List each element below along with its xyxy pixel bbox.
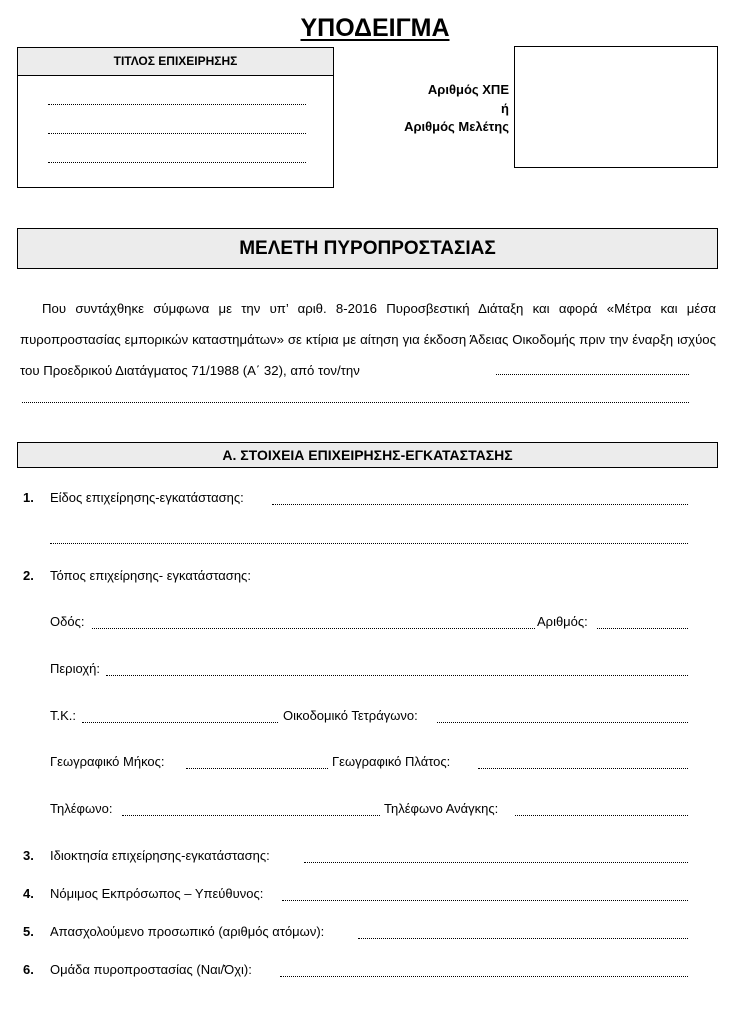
author-line-2[interactable] bbox=[22, 402, 689, 403]
street-number-label: Αριθμός: bbox=[537, 614, 588, 629]
area-label: Περιοχή: bbox=[50, 661, 101, 676]
longitude-label: Γεωγραφικό Μήκος: bbox=[50, 754, 165, 769]
xpe-label-block bbox=[404, 81, 509, 137]
item-6-number: 6. bbox=[23, 962, 34, 977]
item-5-label: Απασχολούμενο προσωπικό (αριθμός ατόμων): bbox=[50, 924, 325, 939]
latitude-field[interactable] bbox=[478, 768, 688, 769]
legal-representative-field[interactable] bbox=[282, 900, 688, 901]
xpe-or-label: ή bbox=[501, 100, 509, 116]
item-5-number: 5. bbox=[23, 924, 34, 939]
block-label: Οικοδομικό Τετράγωνο: bbox=[283, 708, 418, 723]
xpe-label: Αριθμός ΧΠΕ bbox=[427, 82, 509, 97]
fire-team-field[interactable] bbox=[280, 976, 688, 977]
study-number-label: Αριθμός Μελέτης bbox=[404, 119, 509, 134]
author-line-1[interactable] bbox=[496, 374, 689, 375]
street-number-field[interactable] bbox=[597, 628, 688, 629]
emergency-phone-field[interactable] bbox=[515, 815, 688, 816]
staff-count-field[interactable] bbox=[358, 938, 688, 939]
section-a-title: Α. ΣΤΟΙΧΕΙΑ ΕΠΙΧΕΙΡΗΣΗΣ-ΕΓΚΑΤΑΣΤΑΣΗΣ bbox=[17, 442, 718, 468]
item-2-number: 2. bbox=[23, 568, 34, 583]
longitude-field[interactable] bbox=[186, 768, 328, 769]
latitude-label: Γεωγραφικό Πλάτος: bbox=[332, 754, 451, 769]
item-6-label: Ομάδα πυροπροστασίας (Ναι/Όχι): bbox=[50, 962, 252, 977]
item-4-label: Νόμιμος Εκπρόσωπος – Υπεύθυνος: bbox=[50, 886, 264, 901]
block-field[interactable] bbox=[437, 722, 688, 723]
postal-code-label: Τ.Κ.: bbox=[50, 708, 77, 723]
emergency-phone-label: Τηλέφωνο Ανάγκης: bbox=[384, 801, 499, 816]
business-type-field-2[interactable] bbox=[50, 543, 688, 544]
page-title: ΥΠΟΔΕΙΓΜΑ bbox=[300, 14, 450, 42]
item-4-number: 4. bbox=[23, 886, 34, 901]
item-1-label: Είδος επιχείρησης-εγκατάστασης: bbox=[50, 490, 244, 505]
ownership-field[interactable] bbox=[304, 862, 688, 863]
business-title-line-2[interactable] bbox=[48, 133, 306, 134]
item-3-label: Ιδιοκτησία επιχείρησης-εγκατάστασης: bbox=[50, 848, 270, 863]
business-title-line-3[interactable] bbox=[48, 162, 306, 163]
item-2-label: Τόπος επιχείρησης- εγκατάστασης: bbox=[50, 568, 251, 583]
postal-code-field[interactable] bbox=[82, 722, 278, 723]
business-type-field[interactable] bbox=[272, 504, 688, 505]
phone-label: Τηλέφωνο: bbox=[50, 801, 113, 816]
business-title-box bbox=[17, 47, 334, 188]
phone-field[interactable] bbox=[122, 815, 380, 816]
business-title-header: ΤΙΤΛΟΣ ΕΠΙΧΕΙΡΗΣΗΣ bbox=[18, 48, 333, 76]
intro-text: Που συντάχθηκε σύμφωνα με την υπ’ αριθ. 8-2016 Πυροσβεστική Διάταξη και αφορά «Μέτρα και μέσα πυροπροστασίας εμπορικών καταστημάτων» σε κτίρια με αίτηση για έκδοση Άδειας Οικοδομής πριν την έναρξη ισχύος του Προεδρικού Διατάγματος 71/1988 (Α΄ 32), από τον/την bbox=[20, 301, 716, 378]
business-title-line-1[interactable] bbox=[48, 104, 306, 105]
intro-paragraph bbox=[20, 293, 716, 386]
xpe-number-box[interactable] bbox=[514, 46, 718, 168]
street-label: Οδός: bbox=[50, 614, 85, 629]
area-field[interactable] bbox=[106, 675, 688, 676]
item-1-number: 1. bbox=[23, 490, 34, 505]
study-title: ΜΕΛΕΤΗ ΠΥΡΟΠΡΟΣΤΑΣΙΑΣ bbox=[17, 228, 718, 269]
street-field[interactable] bbox=[92, 628, 535, 629]
item-3-number: 3. bbox=[23, 848, 34, 863]
